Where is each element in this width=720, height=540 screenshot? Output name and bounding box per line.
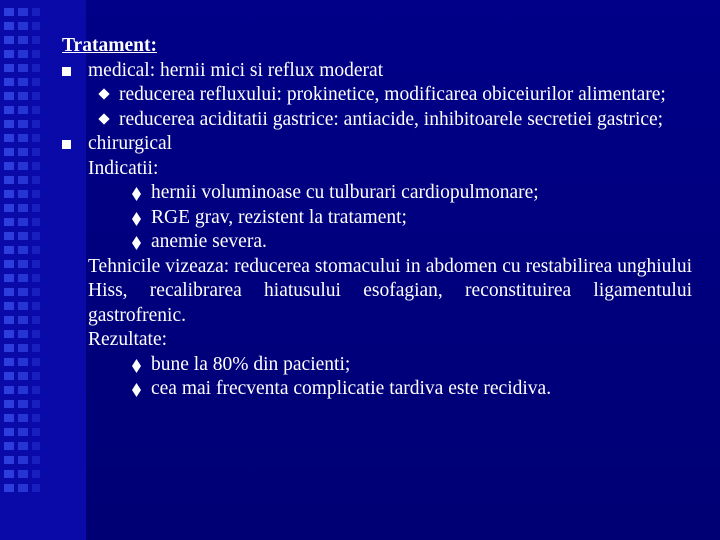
indicatie-text: RGE grav, rezistent la tratament; (151, 206, 407, 228)
diamond-bullet-icon (98, 113, 109, 124)
slide-title: Tratament: (62, 35, 157, 56)
decorative-squares-column (18, 8, 28, 498)
teardrop-bullet-icon (132, 236, 141, 250)
medical-item-text: reducerea refluxului: prokinetice, modificarea obiceiurilor alimentare; (119, 84, 666, 105)
square-bullet-icon (62, 140, 71, 149)
decorative-squares-column (32, 8, 40, 498)
list-item-rezultat-1 (62, 353, 692, 378)
chirurgical-label: chirurgical (88, 133, 173, 154)
indicatie-text: hernii voluminoase cu tulburari cardiopulmonare; (151, 182, 539, 203)
rezultat-text: bune la 80% din pacienti; (151, 353, 351, 375)
teardrop-bullet-icon (132, 212, 141, 226)
square-bullet-icon (62, 67, 71, 76)
list-item-indicatie-1 (62, 181, 692, 206)
rezultate-heading: Rezultate: (88, 329, 168, 350)
teardrop-bullet-icon (132, 359, 141, 373)
list-item-medical (62, 59, 692, 84)
medical-label: medical: hernii mici si reflux moderat (88, 59, 384, 81)
medical-item-text: reducerea aciditatii gastrice: antiacide, inhibitoarele secretiei gastrice; (119, 108, 664, 130)
list-item-medical-1 (62, 83, 692, 108)
indicatii-heading: Indicatii: (88, 157, 159, 179)
rezultat-text: cea mai frecventa complicatie tardiva este recidiva. (151, 378, 552, 399)
list-item-indicatie-3 (62, 230, 692, 255)
list-item-chirurgical (62, 132, 692, 157)
indicatie-text: anemie severa. (151, 231, 267, 252)
diamond-bullet-icon (98, 88, 109, 99)
slide-content (62, 34, 692, 402)
teardrop-bullet-icon (132, 187, 141, 201)
list-item-indicatie-2 (62, 206, 692, 231)
list-item-rezultat-2 (62, 377, 692, 402)
tehnicile-paragraph: Tehnicile vizeaza: reducerea stomacului in abdomen cu restabilirea unghiului Hiss, recalibrarea hiatusului esofagian, reconstituirea ligamentului gastrofrenic. (88, 255, 692, 326)
teardrop-bullet-icon (132, 383, 141, 397)
list-item-medical-2 (62, 108, 692, 133)
decorative-squares-column (4, 8, 14, 498)
